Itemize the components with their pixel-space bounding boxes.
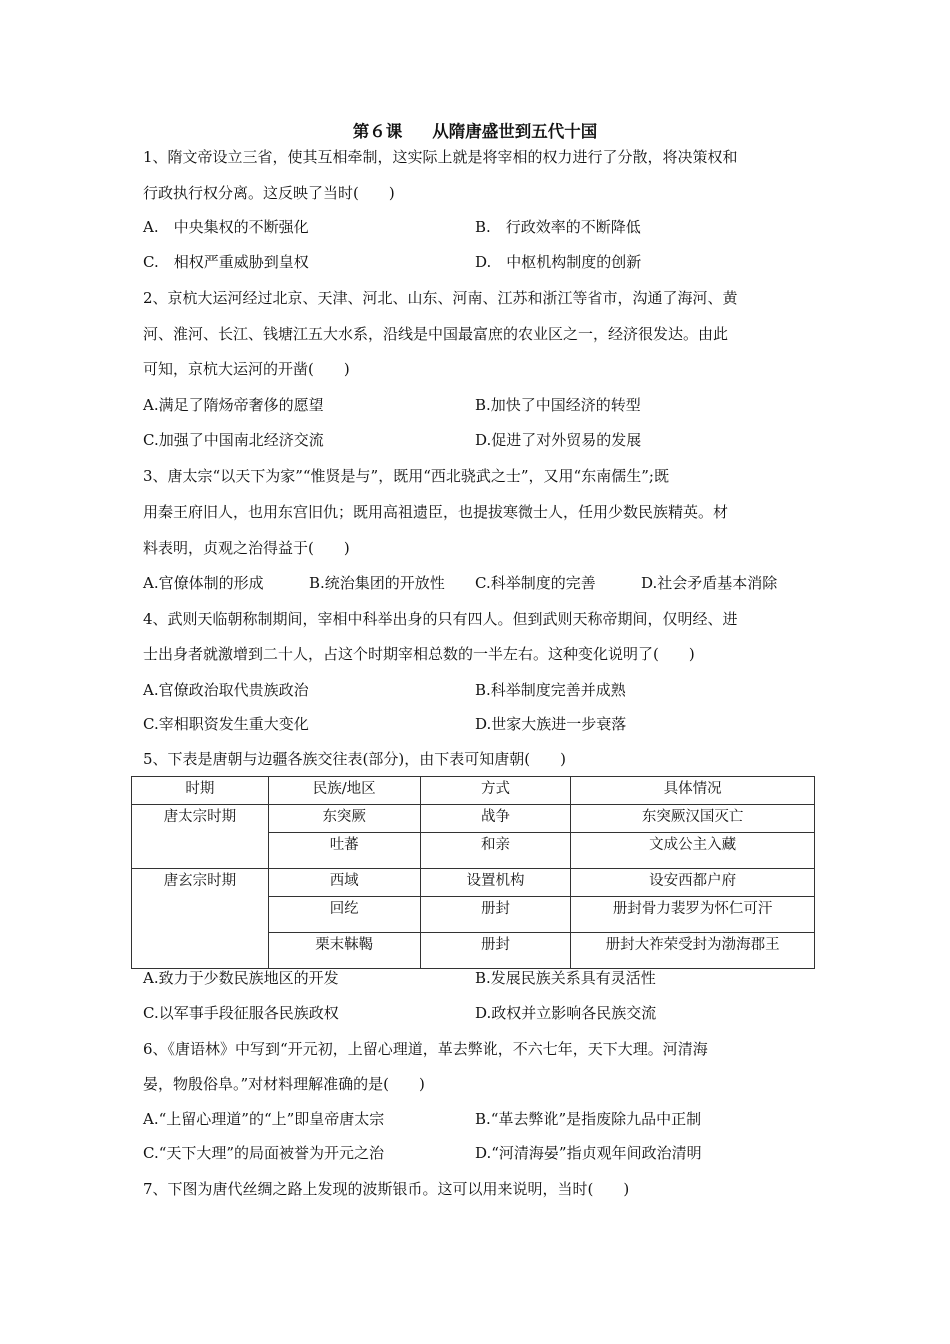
q1-option-a: A. 中央集权的不断强化 — [143, 218, 309, 236]
q1-option-b: B. 行政效率的不断降低 — [475, 218, 641, 236]
table-cell: 回纥 — [268, 897, 420, 933]
table-cell: 战争 — [420, 805, 571, 833]
q5-options-row-2 — [0, 1002, 950, 1022]
q1-options-row-1 — [0, 216, 950, 236]
table-cell: 西域 — [268, 869, 420, 897]
q4-option-b: B.科举制度完善并成熟 — [475, 681, 626, 699]
table-row — [132, 869, 815, 897]
table-cell: 东突厥 — [268, 805, 420, 833]
q6-option-b: B.“革去弊讹”是指废除九品中正制 — [475, 1110, 702, 1128]
q3-stem-line-3: 料表明，贞观之治得益于( ) — [143, 539, 350, 557]
lesson-number: 第６课 — [352, 122, 403, 141]
q6-stem-line-1: 6、《唐语林》中写到“开元初，上留心理道，革去弊讹，不六七年，天下大理。河清海 — [143, 1040, 708, 1058]
table-cell: 设置机构 — [420, 869, 571, 897]
q5-option-b: B.发展民族关系具有灵活性 — [475, 969, 656, 987]
q6-options-row-2 — [0, 1142, 950, 1162]
q4-options-row-2 — [0, 713, 950, 733]
q3-options-row — [0, 572, 950, 592]
q2-option-a: A.满足了隋炀帝奢侈的愿望 — [143, 396, 324, 414]
table-header-period: 时期 — [132, 777, 269, 805]
q2-options-row-2 — [0, 429, 950, 449]
q2-stem-line-2: 河、淮河、长江、钱塘江五大水系，沿线是中国最富庶的农业区之一，经济很发达。由此 — [143, 325, 729, 343]
q5-stem-line-1: 5、下表是唐朝与边疆各族交往表(部分)，由下表可知唐朝( ) — [143, 750, 566, 768]
q3-stem-line-2: 用秦王府旧人，也用东宫旧仇；既用高祖遗臣，也提拔寒微士人，任用少数民族精英。材 — [143, 503, 729, 521]
table-cell: 和亲 — [420, 833, 571, 869]
table-cell: 设安西都户府 — [571, 869, 815, 897]
q6-option-d: D.“河清海晏”指贞观年间政治清明 — [475, 1144, 702, 1162]
table-cell: 册封骨力裴罗为怀仁可汗 — [571, 897, 815, 933]
q5-option-d: D.政权并立影响各民族交流 — [475, 1004, 657, 1022]
q3-stem-line-1: 3、唐太宗“以天下为家”“惟贤是与”，既用“西北骁武之士”，又用“东南儒生”;既 — [143, 467, 669, 485]
table-cell: 册封大祚荣受封为渤海郡王 — [571, 933, 815, 969]
table-cell: 文成公主入藏 — [571, 833, 815, 869]
q6-option-a: A.“上留心理道”的“上”即皇帝唐太宗 — [143, 1110, 385, 1128]
table-cell: 吐蕃 — [268, 833, 420, 869]
q2-option-d: D.促进了对外贸易的发展 — [475, 431, 642, 449]
table-header-details: 具体情况 — [571, 777, 815, 805]
q2-stem-line-3: 可知，京杭大运河的开凿( ) — [143, 360, 350, 378]
q2-stem-line-1: 2、京杭大运河经过北京、天津、河北、山东、河南、江苏和浙江等省市，沟通了海河、黄 — [143, 289, 738, 307]
q1-option-d: D. 中枢机构制度的创新 — [475, 253, 642, 271]
q1-option-c: C. 相权严重威胁到皇权 — [143, 253, 309, 271]
q3-option-c: C.科举制度的完善 — [475, 574, 596, 592]
table-cell-period: 唐太宗时期 — [132, 805, 269, 869]
q2-option-b: B.加快了中国经济的转型 — [475, 396, 641, 414]
q4-options-row-1 — [0, 679, 950, 699]
q4-stem-line-1: 4、武则天临朝称制期间，宰相中科举出身的只有四人。但到武则天称帝期间，仅明经、进 — [143, 610, 738, 628]
table-row — [132, 805, 815, 833]
q1-stem-line-1: 1、隋文帝设立三省，使其互相牵制，这实际上就是将宰相的权力进行了分散，将决策权和 — [143, 148, 738, 166]
q4-option-d: D.世家大族进一步衰落 — [475, 715, 627, 733]
table-cell: 册封 — [420, 933, 571, 969]
q5-option-a: A.致力于少数民族地区的开发 — [143, 969, 339, 987]
q4-option-c: C.宰相职资发生重大变化 — [143, 715, 309, 733]
q3-option-d: D.社会矛盾基本消除 — [641, 574, 778, 592]
q1-stem-line-2: 行政执行权分离。这反映了当时( ) — [143, 184, 395, 202]
q2-option-c: C.加强了中国南北经济交流 — [143, 431, 324, 449]
q7-stem-line-1: 7、下图为唐代丝绸之路上发现的波斯银币。这可以用来说明，当时( ) — [143, 1180, 630, 1198]
q5-option-c: C.以军事手段征服各民族政权 — [143, 1004, 339, 1022]
q5-options-row-1 — [0, 967, 950, 987]
page-title — [0, 118, 950, 142]
table-header-row — [132, 777, 815, 805]
q6-option-c: C.“天下大理”的局面被誉为开元之治 — [143, 1144, 385, 1162]
q2-options-row-1 — [0, 394, 950, 414]
q3-option-a: A.官僚体制的形成 — [143, 574, 264, 592]
table-header-method: 方式 — [420, 777, 571, 805]
table-header-ethnicity: 民族/地区 — [268, 777, 420, 805]
ethnic-relations-table — [131, 776, 815, 969]
lesson-topic: 从隋唐盛世到五代十国 — [432, 122, 598, 141]
q4-stem-line-2: 士出身者就激增到二十人，占这个时期宰相总数的一半左右。这种变化说明了( ) — [143, 645, 695, 663]
table-cell: 册封 — [420, 897, 571, 933]
table-cell: 东突厥汉国灭亡 — [571, 805, 815, 833]
table-cell: 栗末靺鞨 — [268, 933, 420, 969]
q3-option-b: B.统治集团的开放性 — [309, 574, 445, 592]
q4-option-a: A.官僚政治取代贵族政治 — [143, 681, 309, 699]
q1-options-row-2 — [0, 251, 950, 271]
q6-options-row-1 — [0, 1108, 950, 1128]
q6-stem-line-2: 晏，物殷俗阜。”对材料理解准确的是( ) — [143, 1075, 425, 1093]
table-cell-period: 唐玄宗时期 — [132, 869, 269, 969]
